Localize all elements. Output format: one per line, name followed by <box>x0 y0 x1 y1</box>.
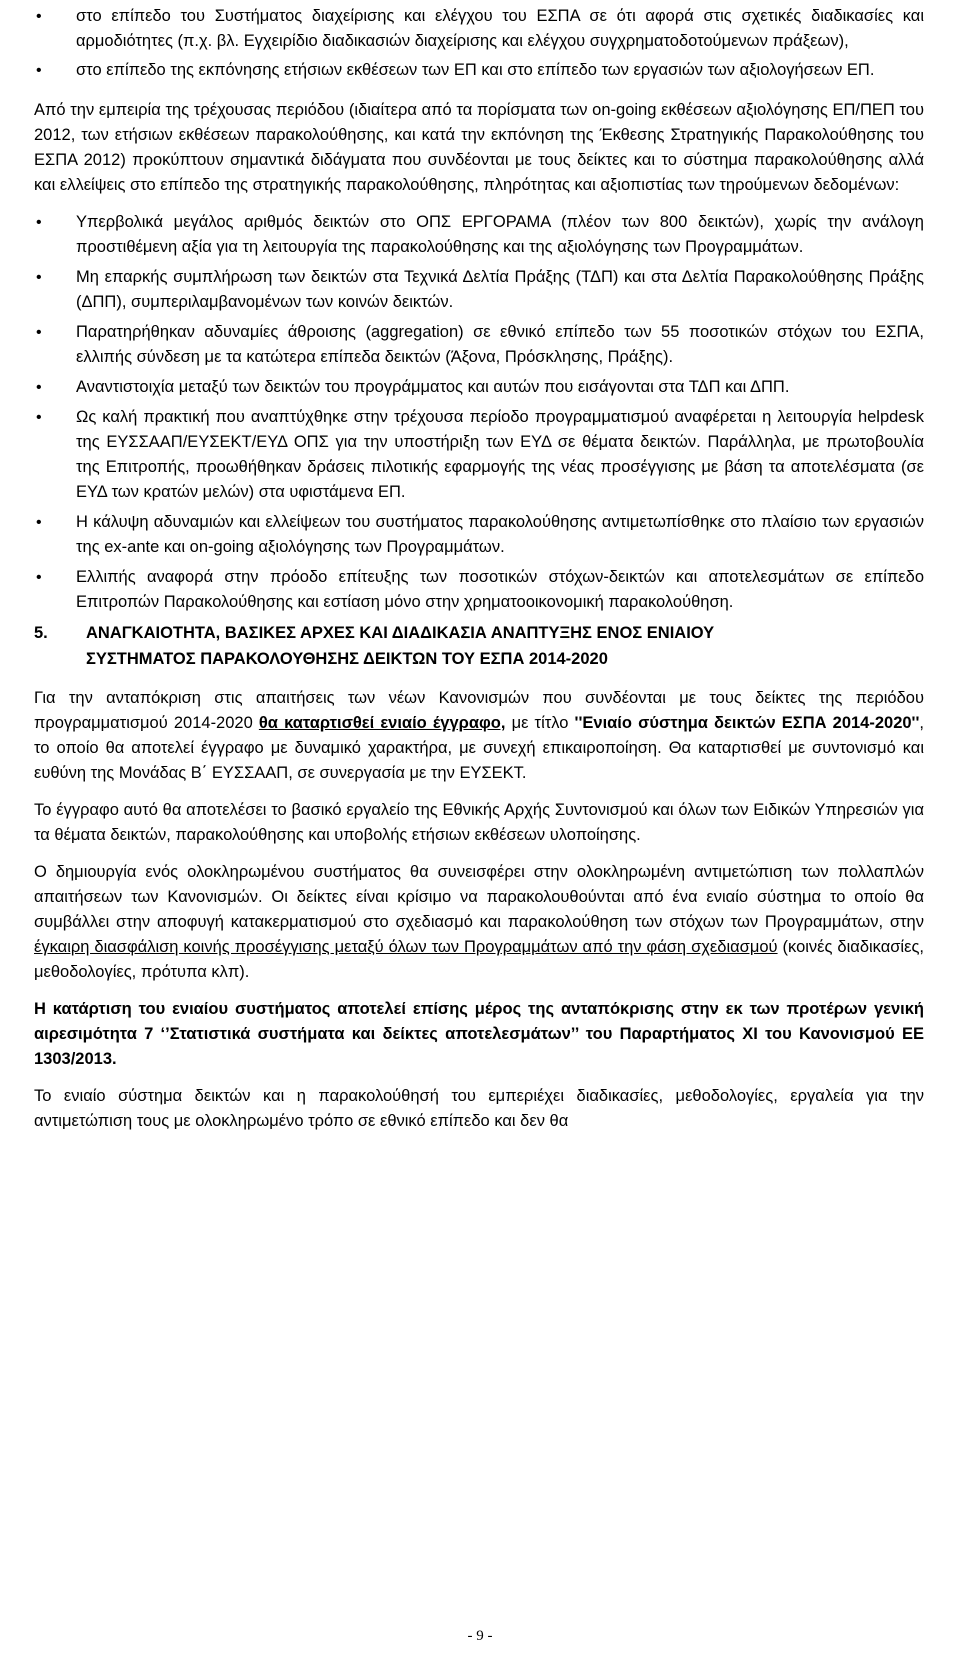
section-title-line2: ΣΥΣΤΗΜΑΤΟΣ ΠΑΡΑΚΟΛΟΥΘΗΣΗΣ ΔΕΙΚΤΩΝ ΤΟΥ ΕΣΠΑ 2014-2020 <box>86 650 608 668</box>
paragraph-text: , το οποίο θα αποτελεί έγγραφο με δυναμικό χαρακτήρα, με συνεχή επικαιροποίηση. Θα καταρτισθεί με συντονισμό και ευθύνη της Μονάδας Β΄ ΕΥΣΣΑΑΠ, σε συνεργασία με την ΕΥΣΕΚΤ. <box>34 714 924 782</box>
paragraph-text: με τίτλο <box>505 714 575 732</box>
document-body <box>34 4 924 1146</box>
lessons-bullet-list <box>34 210 924 615</box>
list-item <box>34 265 924 315</box>
page-number: - 9 - <box>467 1628 493 1644</box>
list-item <box>34 58 924 83</box>
bullet-icon: • <box>36 214 42 231</box>
list-item <box>34 405 924 505</box>
underlined-text: έγκαιρη διασφάλιση κοινής προσέγγισης μεταξύ όλων των Προγραμμάτων από την φάση σχεδιασμού <box>34 938 778 956</box>
emphasized-text: θα καταρτισθεί ενιαίο έγγραφο, <box>258 714 506 732</box>
list-item <box>34 510 924 560</box>
list-item-text: Ως καλή πρακτική που αναπτύχθηκε στην τρέχουσα περίοδο προγραμματισμού αναφέρεται η λειτουργία helpdesk της ΕΥΣΣΑΑΠ/ΕΥΣΕΚΤ/ΕΥΔ ΟΠΣ για την υποστήριξη των ΕΥΔ σε θέματα δεικτών. Παράλληλα, με πρωτοβουλία της Επιτροπής, προωθήθηκαν δράσεις πιλοτικής εφαρμογής της νέας προσέγγισης με βάση τα αποτελέσματα (σε ΕΥΔ των κρατών μελών) στα υφιστάμενα ΕΠ. <box>76 408 924 501</box>
section-heading <box>34 620 924 672</box>
list-item <box>34 4 924 54</box>
list-item-text: Μη επαρκής συμπλήρωση των δεικτών στα Τεχνικά Δελτία Πράξης (ΤΔΠ) και στα Δελτία Παρακολούθησης Πράξης (ΔΠΠ), συμπεριλαμβανομένων των κοινών δεικτών. <box>76 268 924 311</box>
top-bullet-list <box>34 4 924 83</box>
bullet-icon: • <box>36 514 42 531</box>
intro-paragraph: Από την εμπειρία της τρέχουσας περιόδου (ιδιαίτερα από τα πορίσματα των on-going εκθέσεων αξιολόγησης ΕΠ/ΠΕΠ του 2012, των ετήσιων εκθέσεων παρακολούθησης, και κατά την εκπόνηση της Έκθεσης Στρατηγικής Παρακολούθησης του ΕΣΠΑ 2012) προκύπτουν σημαντικά διδάγματα που συνδέονται με τους δείκτες και το σύστημα παρακολούθησης αλλά και ελλείψεις στο επίπεδο της στρατηγικής παρακολούθησης, πληρότητας και αξιοπιστίας των τηρούμενων δεδομένων: <box>34 101 924 194</box>
bullet-icon: • <box>36 62 42 79</box>
bullet-icon: • <box>36 8 42 25</box>
list-item-text: Η κάλυψη αδυναμιών και ελλείψεων του συστήματος παρακολούθησης αντιμετωπίσθηκε στο πλαίσιο των εργασιών της ex-ante και on-going αξιολόγησης των Προγραμμάτων. <box>76 513 924 556</box>
list-item-text: στο επίπεδο του Συστήματος διαχείρισης και ελέγχου του ΕΣΠΑ σε ότι αφορά στις σχετικές διαδικασίες και αρμοδιότητες (π.χ. βλ. Εγχειρίδιο διαδικασιών διαχείρισης και ελέγχου συγχρηματοδοτούμενων πράξεων), <box>76 7 924 50</box>
list-item <box>34 375 924 400</box>
paragraph-integrated-system <box>34 860 924 985</box>
document-title: ''Ενιαίο σύστημα δεικτών ΕΣΠΑ 2014-2020'' <box>574 714 920 732</box>
bullet-icon: • <box>36 269 42 286</box>
list-item-text: Ελλιπής αναφορά στην πρόοδο επίτευξης των ποσοτικών στόχων-δεικτών και αποτελεσμάτων σε επίπεδο Επιτροπών Παρακολούθησης και εστίαση μόνο στην χρηματοοικονομική παρακολούθηση. <box>76 568 924 611</box>
paragraph-main-tool: Το έγγραφο αυτό θα αποτελέσει το βασικό εργαλείο της Εθνικής Αρχής Συντονισμού και όλων των Ειδικών Υπηρεσιών για τα θέματα δεικτών, παρακολούθησης και υποβολής ετήσιων εκθέσεων υλοποίησης. <box>34 801 924 844</box>
paragraph-text: Για την ανταπόκριση στις απαιτήσεις των νέων Κανονισμών που συνδέονται με τους δείκτες της περιόδου προγραμματισμού 2014-2020 <box>34 689 924 732</box>
list-item-text: στο επίπεδο της εκπόνησης ετήσιων εκθέσεων των ΕΠ και στο επίπεδο των εργασιών των αξιολογήσεων ΕΠ. <box>76 61 875 79</box>
paragraph-text: Ο δημιουργία ενός ολοκληρωμένου συστήματος θα συνεισφέρει στην ολοκληρωμένη αντιμετώπιση των πολλαπλών απαιτήσεων των Κανονισμών. Οι δείκτες είναι κρίσιμο να παρακολουθούνται από ένα ενιαίο σύστημα το οποίο θα συμβάλλει στην αποφυγή κατακερματισμού στο σχεδιασμό και παρακολούθηση των στόχων των Προγραμμάτων, στην <box>34 863 924 931</box>
bullet-icon: • <box>36 409 42 426</box>
paragraph-conditionality: Η κατάρτιση του ενιαίου συστήματος αποτελεί επίσης μέρος της ανταπόκρισης στην εκ των προτέρων γενική αιρεσιμότητα 7 ‘’Στατιστικά συστήματα και δείκτες αποτελεσμάτων’’ του Παραρτήματος XI του Κανονισμού ΕΕ 1303/2013. <box>34 1000 924 1068</box>
list-item-text: Υπερβολικά μεγάλος αριθμός δεικτών στο ΟΠΣ ΕΡΓΟΡΑΜΑ (πλέον των 800 δεικτών), χωρίς την ανάλογη προστιθέμενη αξία για τη λειτουργία της παρακολούθησης και της αξιολόγησης των Προγραμμάτων. <box>76 213 924 256</box>
section-title-line1: ΑΝΑΓΚΑΙΟΤΗΤΑ, ΒΑΣΙΚΕΣ ΑΡΧΕΣ ΚΑΙ ΔΙΑΔΙΚΑΣΙΑ ΑΝΑΠΤΥΞΗΣ ΕΝΟΣ ΕΝΙΑΙΟΥ <box>86 624 715 642</box>
list-item <box>34 565 924 615</box>
paragraph-text: (κοινές διαδικασίες, μεθοδολογίες, πρότυπα κλπ). <box>34 938 924 981</box>
bullet-icon: • <box>36 569 42 586</box>
list-item-text: Αναντιστοιχία μεταξύ των δεικτών του προγράμματος και αυτών που εισάγονται στα ΤΔΠ και ΔΠΠ. <box>76 378 790 396</box>
list-item <box>34 210 924 260</box>
bullet-icon: • <box>36 379 42 396</box>
section-number: 5. <box>34 624 48 642</box>
bullet-icon: • <box>36 324 42 341</box>
list-item-text: Παρατηρήθηκαν αδυναμίες άθροισης (aggregation) σε εθνικό επίπεδο των 55 ποσοτικών στόχων του ΕΣΠΑ, ελλιπής σύνδεση με τα κατώτερα επίπεδα δεικτών (Άξονα, Πρόσκλησης, Πράξης). <box>76 323 924 366</box>
paragraph-unified-document <box>34 686 924 786</box>
paragraph-continued: Το ενιαίο σύστημα δεικτών και η παρακολούθησή του εμπεριέχει διαδικασίες, μεθοδολογίες, εργαλεία για την αντιμετώπιση τους με ολοκληρωμένο τρόπο σε εθνικό επίπεδο και δεν θα <box>34 1087 924 1130</box>
list-item <box>34 320 924 370</box>
